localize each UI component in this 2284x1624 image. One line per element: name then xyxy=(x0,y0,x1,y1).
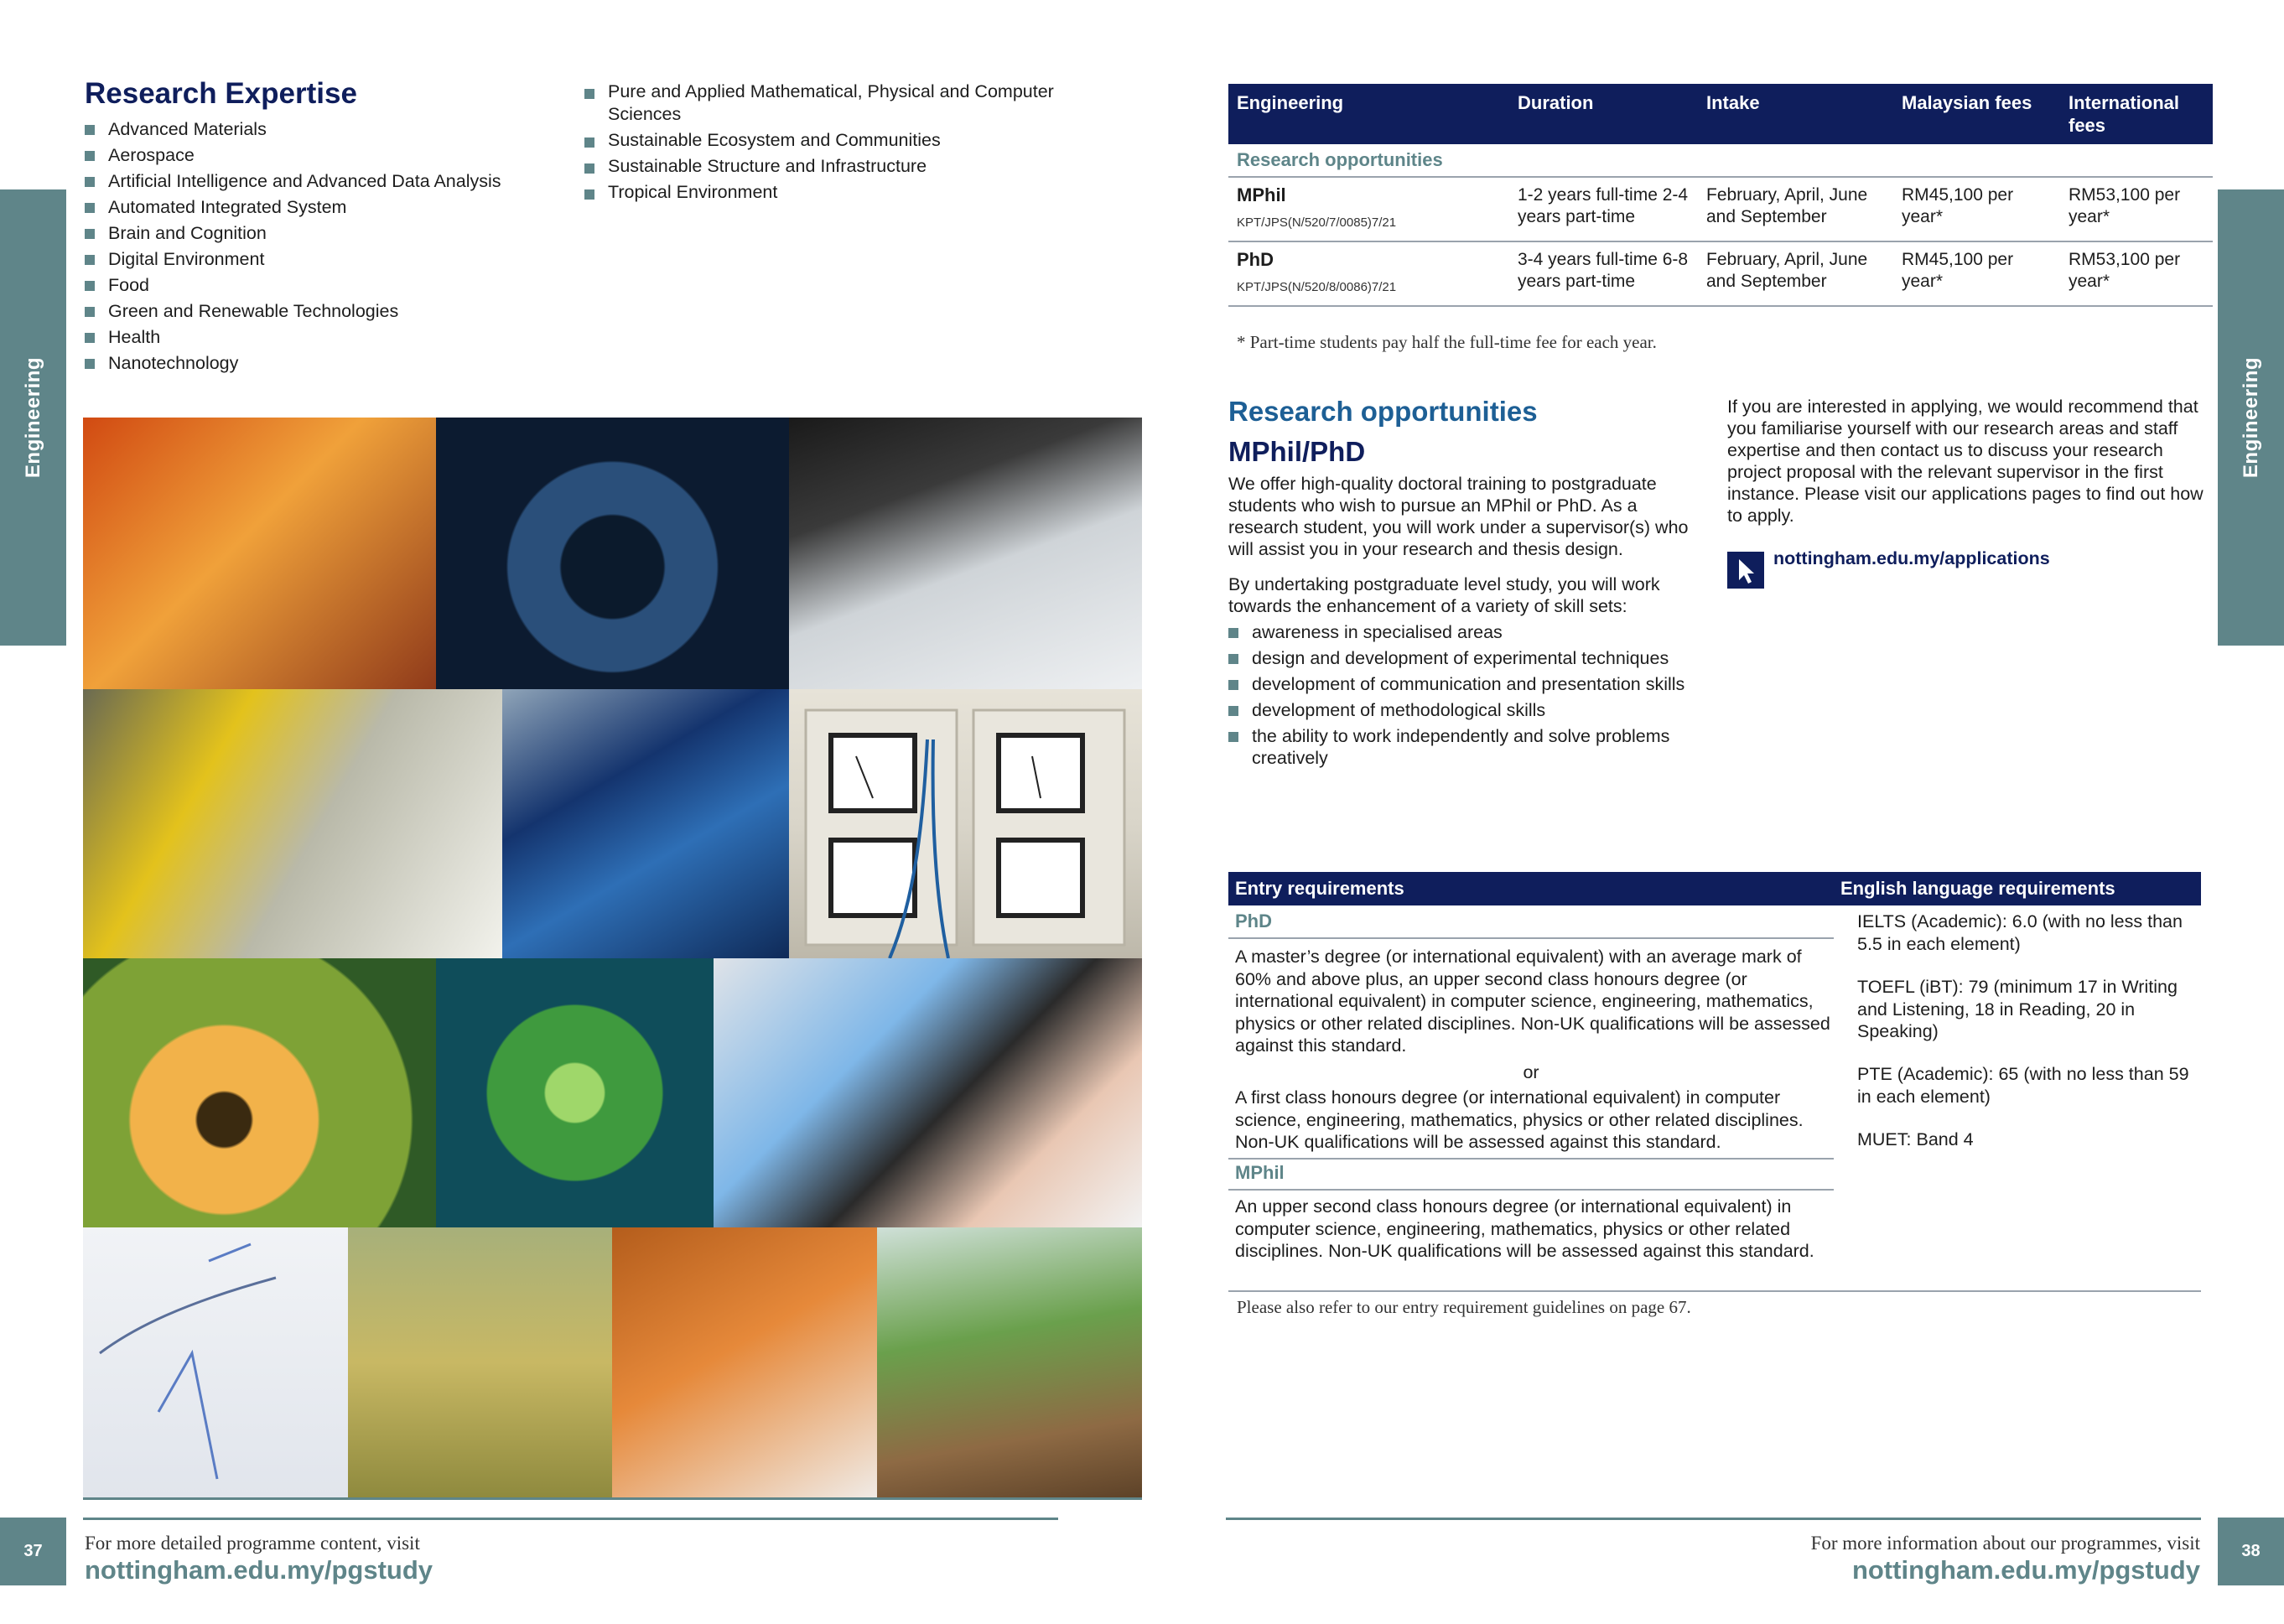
fees-degree-cell xyxy=(1228,241,1509,306)
photo-blood-test xyxy=(714,958,1142,1227)
photo-lab-valves xyxy=(612,1227,877,1497)
fees-header: Duration xyxy=(1509,84,1698,144)
expertise-item: Digital Environment xyxy=(85,246,554,272)
expertise-item: Sustainable Structure and Infrastructure xyxy=(584,155,1087,178)
entry-requirements-note: Please also refer to our entry requirement guidelines on page 67. xyxy=(1237,1297,1691,1317)
divider xyxy=(1228,1158,1834,1160)
photo-robot-arm xyxy=(83,689,502,958)
expertise-item: Automated Integrated System xyxy=(85,195,554,221)
expertise-title: Research Expertise xyxy=(85,77,357,110)
divider xyxy=(1228,1290,2201,1292)
fees-table xyxy=(1228,84,2213,307)
photo-meters xyxy=(789,689,1142,958)
entry-requirements-header: Entry requirements xyxy=(1228,872,1834,905)
expertise-item: Aerospace xyxy=(85,143,554,169)
degree-code: KPT/JPS(N/520/8/0086)7/21 xyxy=(1237,280,1397,294)
degree-code: KPT/JPS(N/520/7/0085)7/21 xyxy=(1237,215,1397,230)
expertise-item: Brain and Cognition xyxy=(85,221,554,246)
english-requirements-header: English language requirements xyxy=(1834,872,2201,905)
expertise-item: Green and Renewable Technologies xyxy=(85,298,554,324)
footer-link-right[interactable]: nottingham.edu.my/pgstudy xyxy=(1851,1555,2200,1585)
international-fee-cell: RM53,100 per year* xyxy=(2060,177,2213,241)
duration-cell: 3-4 years full-time 6-8 years part-time xyxy=(1509,241,1698,306)
international-fee-cell: RM53,100 per year* xyxy=(2060,241,2213,306)
photo-whiteboard xyxy=(83,1227,348,1497)
phd-requirement-2: A first class honours degree (or international equivalent) in computer science, engineering, mathematics, physics or other related disciplines. Non-UK qualifications will be assessed against this standard. xyxy=(1235,1087,1804,1152)
expertise-item: Nanotechnology xyxy=(85,350,554,376)
collage-bottom-rule xyxy=(83,1497,1142,1500)
table-row xyxy=(1228,241,2213,306)
side-tab-right xyxy=(2218,189,2284,646)
expertise-list-col2 xyxy=(584,80,1087,207)
side-tab-left xyxy=(0,189,66,646)
photo-mint-leaves xyxy=(436,958,714,1227)
mphil-label: MPhil xyxy=(1235,1162,1285,1183)
research-title: Research opportunities xyxy=(1228,396,1538,427)
footer-text-left: For more detailed programme content, visit xyxy=(85,1533,420,1554)
english-requirement: IELTS (Academic): 6.0 (with no less than 5.5 in each element) xyxy=(1857,911,2183,954)
intake-cell: February, April, June and September xyxy=(1698,177,1893,241)
or-separator: or xyxy=(1523,1062,1539,1082)
intake-cell: February, April, June and September xyxy=(1698,241,1893,306)
table-row xyxy=(1228,177,2213,241)
phd-label: PhD xyxy=(1235,911,1272,931)
research-intro: We offer high-quality doctoral training to postgraduate students who wish to pursue an MPhil or PhD. As a research student, you will work under a supervisor(s) who will assist you in your research and thesis design. xyxy=(1228,474,1689,559)
applications-link[interactable]: nottingham.edu.my/applications xyxy=(1773,548,2050,568)
divider xyxy=(1228,1189,1834,1191)
expertise-item: Sustainable Ecosystem and Communities xyxy=(584,129,1087,152)
expertise-list-col1 xyxy=(85,117,554,376)
malaysian-fee-cell: RM45,100 per year* xyxy=(1893,177,2060,241)
whiteboard-scribbles xyxy=(83,1227,348,1497)
expertise-item: Health xyxy=(85,324,554,350)
phd-requirement-1: A master’s degree (or international equivalent) with an average mark of 60% and above plus, an upper second class honours degree (or international equivalent) in computer science, engineering, mathematics, physics or other related disciplines. Non-UK qualifications will be assessed against this standard. xyxy=(1235,947,1830,1056)
skill-item: development of communication and presentation skills xyxy=(1228,673,1710,695)
side-tab-label: Engineering xyxy=(2239,356,2262,479)
fees-footnote: * Part-time students pay half the full-time fee for each year. xyxy=(1237,332,1657,352)
fees-section-label: Research opportunities xyxy=(1228,144,2213,177)
photo-fan xyxy=(436,418,789,689)
skills-list xyxy=(1228,621,1710,773)
photo-clamp xyxy=(83,418,436,689)
footer-text-right: For more information about our programmes, visit xyxy=(1810,1533,2200,1554)
expertise-item: Tropical Environment xyxy=(584,181,1087,204)
apply-paragraph: If you are interested in applying, we would recommend that you familiarise yourself with our research areas and staff expertise and then contact us to discuss your research project proposal with the relevant supervisor in the first instance. Please visit our applications pages to find out how to apply. xyxy=(1727,397,2204,526)
skill-item: awareness in specialised areas xyxy=(1228,621,1710,643)
expertise-item: Pure and Applied Mathematical, Physical and Computer Sciences xyxy=(584,80,1087,126)
english-requirement: MUET: Band 4 xyxy=(1857,1129,1974,1149)
fees-header: International fees xyxy=(2060,84,2213,144)
photo-seedling-caliper xyxy=(877,1227,1142,1497)
mphil-requirement: An upper second class honours degree (or international equivalent) in computer science, engineering, mathematics, physics or other related disciplines. Non-UK qualifications will be assessed against this standard. xyxy=(1235,1196,1814,1261)
side-tab-label: Engineering xyxy=(21,356,44,479)
footer-rule-right xyxy=(1226,1518,2201,1520)
photo-monitor-scan xyxy=(502,689,789,958)
page-number-left: 37 xyxy=(0,1518,66,1585)
fees-header: Malaysian fees xyxy=(1893,84,2060,144)
degree-name: PhD xyxy=(1237,249,1274,270)
fees-degree-cell xyxy=(1228,177,1509,241)
footer-link-left[interactable]: nottingham.edu.my/pgstudy xyxy=(85,1555,433,1585)
page-number-right: 38 xyxy=(2218,1518,2284,1585)
english-requirement: PTE (Academic): 65 (with no less than 59 in each element) xyxy=(1857,1064,2189,1107)
photo-3d-printer xyxy=(789,418,1142,689)
expertise-item: Food xyxy=(85,272,554,298)
divider xyxy=(1228,937,1834,939)
degree-name: MPhil xyxy=(1237,184,1286,205)
footer-rule-left xyxy=(83,1518,1058,1520)
meters-illustration xyxy=(789,689,1142,958)
research-subtitle: MPhil/PhD xyxy=(1228,436,1366,467)
skill-item: development of methodological skills xyxy=(1228,699,1710,721)
fees-header: Engineering xyxy=(1228,84,1509,144)
photo-wheat xyxy=(348,1227,612,1497)
expertise-item: Advanced Materials xyxy=(85,117,554,143)
skill-item: design and development of experimental techniques xyxy=(1228,647,1710,669)
skill-item: the ability to work independently and solve problems creatively xyxy=(1228,725,1710,769)
photo-papaya xyxy=(83,958,436,1227)
cursor-icon xyxy=(1727,552,1764,589)
english-requirement: TOEFL (iBT): 79 (minimum 17 in Writing and Listening, 18 in Reading, 20 in Speaking) xyxy=(1857,977,2178,1041)
fees-header: Intake xyxy=(1698,84,1893,144)
malaysian-fee-cell: RM45,100 per year* xyxy=(1893,241,2060,306)
research-skills-intro: By undertaking postgraduate level study, you will work towards the enhancement of a variety of skill sets: xyxy=(1228,574,1660,616)
duration-cell: 1-2 years full-time 2-4 years part-time xyxy=(1509,177,1698,241)
expertise-item: Artificial Intelligence and Advanced Data Analysis xyxy=(85,169,554,195)
